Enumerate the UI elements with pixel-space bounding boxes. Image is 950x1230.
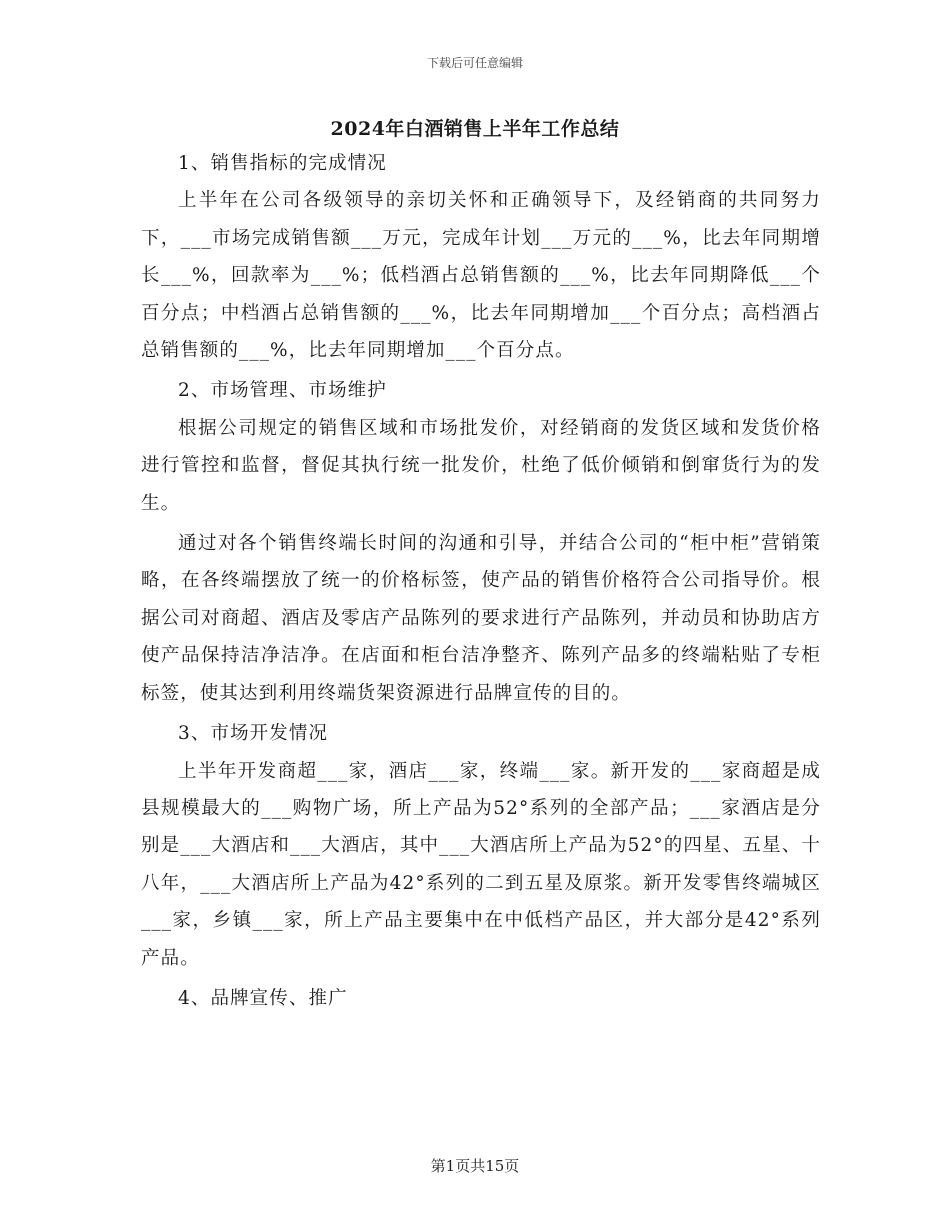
header-note: 下载后可任意编辑 xyxy=(426,56,523,70)
document-body xyxy=(141,145,821,1017)
paragraph-price-control: 根据公司规定的销售区域和市场批发价，对经销商的发货区域和发货价格进行管控和监督，督促其执行统一批发价，杜绝了低价倾销和倒窜货行为的发生。 xyxy=(141,417,821,514)
paragraph-terminal-display: 通过对各个销售终端长时间的沟通和引导，并结合公司的“柜中柜”营销策略，在各终端摆放了统一的价格标签，使产品的销售价格符合公司指导价。根据公司对商超、酒店及零店产品陈列的要求进行产品陈列，并动员和协助店方使产品保持洁净洁净。在店面和柜台洁净整齐、陈列产品多的终端粘贴了专柜标签，使其达到利用终端货架资源进行品牌宣传的目的。 xyxy=(141,533,821,704)
section-heading-market-development: 3、市场开发情况 xyxy=(178,723,329,745)
document-title: 2024年白酒销售上半年工作总结 xyxy=(330,118,620,140)
page-footer: 第1页共15页 xyxy=(430,1157,520,1175)
section-heading-brand-promotion: 4、品牌宣传、推广 xyxy=(178,987,348,1009)
section-heading-sales-targets: 1、销售指标的完成情况 xyxy=(178,153,387,174)
paragraph-sales-targets: 上半年在公司各级领导的亲切关怀和正确领导下，及经销商的共同努力下，___市场完成销售额___万元，完成年计划___万元的___%，比去年同期增长___%，回款率为___%；低档酒占总销售额的___%，比去年同期降低___个百分点；中档酒占总销售额的___%，比去年同期增加___个百分点；高档酒占总销售额的___%，比去年同期增加___个百分点。 xyxy=(141,190,821,362)
paragraph-market-development: 上半年开发商超___家，酒店___家，终端___家。新开发的___家商超是成县规模最大的___购物广场，所上产品为52°系列的全部产品；___家酒店是分别是___大酒店和___大酒店，其中___大酒店所上产品为52°的四星、五星、十八年，___大酒店所上产品为42°系列的二到五星及原浆。新开发零售终端城区___家，乡镇___家，所上产品主要集中在中低档产品区，并大部分是42°系列产品。 xyxy=(141,760,821,969)
section-heading-market-management: 2、市场管理、市场维护 xyxy=(178,380,387,402)
